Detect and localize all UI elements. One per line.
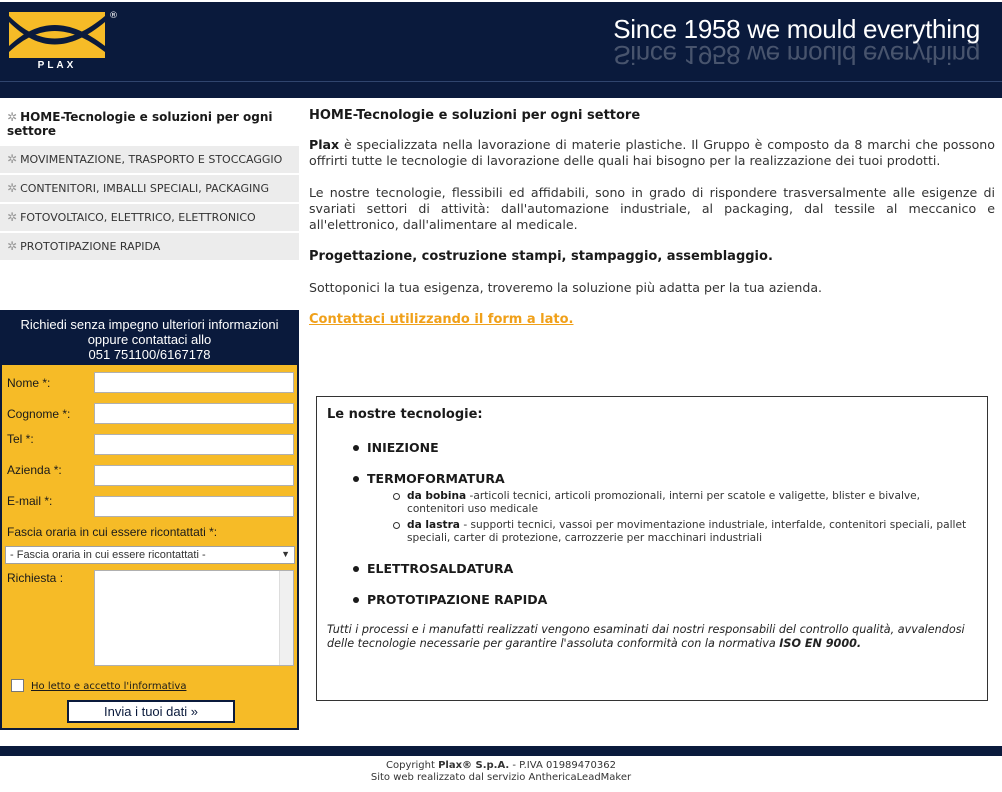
- azienda-input[interactable]: [94, 465, 294, 486]
- tech-prototipazione: PROTOTIPAZIONE RAPIDA: [367, 592, 548, 607]
- header-top-line: [0, 0, 1002, 2]
- sidebar-item-prototipazione[interactable]: [0, 233, 299, 262]
- email-input[interactable]: [94, 496, 294, 517]
- tech-elettrosaldatura: ELETTROSALDATURA: [367, 561, 514, 576]
- technologies-title: Le nostre tecnologie:: [327, 407, 483, 422]
- list-item: [393, 519, 977, 545]
- form-heading-line2: oppure contattaci allo: [87, 332, 212, 347]
- logo-registered-mark: ®: [109, 11, 118, 21]
- termoformatura-sublist: [393, 490, 977, 545]
- cognome-input[interactable]: [94, 403, 294, 424]
- quality-note: [327, 623, 977, 651]
- site-header: [0, 0, 1002, 82]
- azienda-label: Azienda *:: [7, 463, 62, 477]
- sidebar-item-label: MOVIMENTAZIONE, TRASPORTO E STOCCAGGIO: [20, 153, 283, 166]
- company-name: Plax® S.p.A.: [438, 760, 510, 771]
- sidebar-item-contenitori[interactable]: [0, 175, 299, 204]
- iso-norm: ISO EN 9000.: [779, 637, 862, 650]
- richiesta-textarea[interactable]: [94, 570, 294, 666]
- lastra-title: da lastra: [407, 519, 460, 531]
- sidebar-item-home[interactable]: [0, 106, 299, 146]
- contact-form: [0, 310, 299, 730]
- plax-logo[interactable]: [9, 12, 105, 70]
- star-icon: ✲: [7, 210, 18, 224]
- logo-text: PLAX: [37, 60, 77, 70]
- lastra-text: - supporti tecnici, vassoi per movimentazione industriale, interfalde, contenitori speciali, pallet speciali, carter di protezione, carrozzerie per macchinari industriali: [407, 519, 967, 544]
- form-heading-phone: 051 751100/6167178: [88, 347, 211, 362]
- list-item: [393, 490, 977, 516]
- sidebar-item-movimentazione[interactable]: [0, 146, 299, 175]
- chevron-down-icon: ▼: [281, 549, 290, 559]
- sidebar-item-label: FOTOVOLTAICO, ELETTRICO, ELETTRONICO: [20, 211, 256, 224]
- fascia-selected-value: - Fascia oraria in cui essere ricontattati -: [10, 549, 206, 561]
- tech-termoformatura: TERMOFORMATURA: [367, 471, 505, 486]
- submit-button[interactable]: Invia i tuoi dati »: [67, 700, 235, 723]
- sidebar-item-fotovoltaico[interactable]: [0, 204, 299, 233]
- textarea-scrollbar[interactable]: [279, 571, 293, 665]
- credit-line: Sito web realizzato dal servizio AnthericaLeadMaker: [370, 772, 632, 783]
- star-icon: ✲: [7, 152, 18, 166]
- quality-note-text: Tutti i processi e i manufatti realizzati vengono esaminati dai nostri responsabili del controllo qualità, avvalendosi delle tecnologie necessarie per garantire l'assoluta conformità con la normativa: [327, 623, 965, 650]
- technologies-box: [316, 396, 988, 701]
- nome-label: Nome *:: [7, 376, 51, 390]
- brand-name: Plax: [309, 137, 340, 152]
- copyright-line: [0, 760, 1002, 772]
- privacy-checkbox[interactable]: [11, 679, 24, 692]
- nome-input[interactable]: [94, 372, 294, 393]
- sidebar-menu: [0, 106, 299, 262]
- page-title: HOME-Tecnologie e soluzioni per ogni settore: [309, 108, 641, 123]
- tel-label: Tel *:: [7, 432, 34, 446]
- form-heading-line1: Richiedi senza impegno ulteriori informazioni: [20, 317, 279, 332]
- list-item: [353, 471, 977, 545]
- header-band: [0, 82, 1002, 98]
- cta-paragraph: Sottoponici la tua esigenza, troveremo la soluzione più adatta per la tua azienda.: [309, 280, 823, 295]
- site-footer: [0, 760, 1002, 784]
- header-slogan: Since 1958 we mould everything: [613, 14, 980, 44]
- list-item: [353, 561, 977, 576]
- star-icon: ✲: [7, 239, 18, 253]
- fascia-label: Fascia oraria in cui essere ricontattati *:: [7, 525, 218, 539]
- bobina-title: da bobina: [407, 490, 467, 502]
- email-label: E-mail *:: [7, 494, 53, 508]
- star-icon: ✲: [7, 181, 18, 195]
- star-icon: ✲: [7, 110, 18, 124]
- list-item: [353, 440, 977, 455]
- sidebar-item-label: HOME-Tecnologie e soluzioni per ogni settore: [7, 110, 273, 138]
- list-item: [353, 592, 977, 607]
- services-heading: Progettazione, costruzione stampi, stampaggio, assemblaggio.: [309, 249, 773, 264]
- technologies-paragraph: Le nostre tecnologie, flessibili ed affidabili, sono in grado di rispondere trasversalmente alle esigenze di svariati settori di attività: dall'automazione industriale, al packaging, dal tessile al meccanico e all'elettronico, dall'alimentare al medicale.: [309, 185, 995, 232]
- header-slogan-reflection: Since 1958 we mould everything: [613, 40, 980, 70]
- tel-input[interactable]: [94, 434, 294, 455]
- richiesta-label: Richiesta :: [7, 571, 64, 585]
- contact-link[interactable]: Contattaci utilizzando il form a lato.: [309, 312, 574, 327]
- privacy-link[interactable]: Ho letto e accetto l'informativa: [31, 681, 187, 692]
- intro-text: è specializzata nella lavorazione di materie plastiche. Il Gruppo è composto da 8 marchi che possono offrirti tutte le tecnologie di lavorazione delle quali hai bisogno per la realizzazione dei tuoi prodotti.: [309, 137, 995, 168]
- fascia-select[interactable]: [5, 546, 295, 564]
- tech-iniezione: INIEZIONE: [367, 440, 439, 455]
- copyright-prefix: Copyright: [386, 760, 439, 771]
- cognome-label: Cognome *:: [7, 407, 71, 421]
- sidebar-item-label: PROTOTIPAZIONE RAPIDA: [20, 240, 161, 253]
- bobina-text: -articoli tecnici, articoli promozionali, interni per scatole e valigette, blister e bivalve, contenitori uso medicale: [407, 490, 921, 515]
- main-content: [309, 108, 995, 327]
- form-heading: [2, 310, 297, 365]
- technologies-list: [353, 440, 977, 607]
- sidebar-item-label: CONTENITORI, IMBALLI SPECIALI, PACKAGING: [20, 182, 270, 195]
- footer-bar: [0, 746, 1002, 756]
- intro-paragraph: [309, 137, 995, 169]
- piva: - P.IVA 01989470362: [509, 760, 616, 771]
